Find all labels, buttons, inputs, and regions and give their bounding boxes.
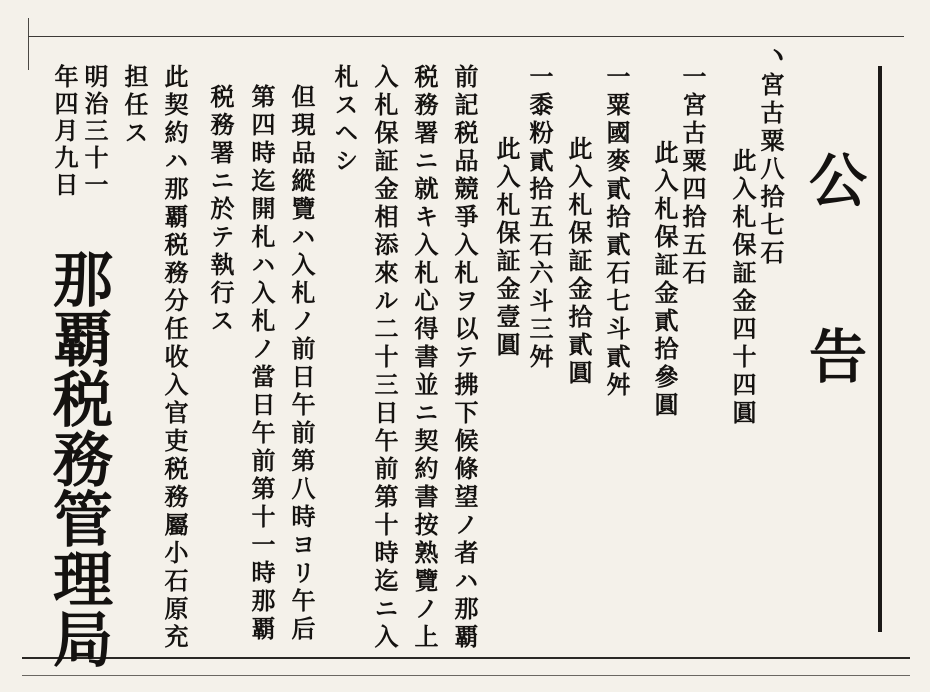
top-border-line xyxy=(28,36,904,37)
notice-line: 一粟國麥貳拾貳石七斗貳舛 xyxy=(602,64,631,400)
notice-line: 此入札保証金貳拾參圓 xyxy=(650,140,679,420)
date-line: 明治三十一 xyxy=(80,64,109,199)
notice-line: 此入札保証金壹圓 xyxy=(492,136,521,360)
issuer-signature: 那覇税務管理局 xyxy=(43,248,113,668)
notice-line: 一宮古粟四拾五石 xyxy=(678,64,707,288)
notice-line: 前記税品競爭入札ヲ以テ拂下候條望ノ者ハ那覇 xyxy=(450,64,479,652)
bottom-border-line-secondary xyxy=(22,675,910,676)
date-line: 年四月九日 xyxy=(50,64,79,199)
notice-line: 税務署ニ就キ入札心得書並ニ契約書按熟覽ノ上 xyxy=(410,64,439,652)
item-mark: ヽ xyxy=(760,40,793,68)
right-border-line xyxy=(878,66,882,632)
notice-line: 宮古粟八拾七石 xyxy=(756,72,785,268)
notice-line: 此入札保証金四十四圓 xyxy=(728,148,757,428)
notice-line: 税務署ニ於テ執行ス xyxy=(206,84,235,336)
notice-line: 札スヘシ xyxy=(330,64,359,176)
notice-line: 一黍粉貳拾五石六斗三舛 xyxy=(525,64,554,372)
notice-line: 此入札保証金拾貳圓 xyxy=(564,136,593,388)
notice-line: 第四時迄開札ハ入札ノ當日午前第十一時那覇 xyxy=(247,84,276,644)
notice-line: 入札保証金相添來ル二十三日午前第十時迄ニ入 xyxy=(370,64,399,652)
notice-line: 但現品縱覽ハ入札ノ前日午前第八時ヨリ午后 xyxy=(287,84,316,644)
notice-line: 担任ス xyxy=(120,64,149,148)
notice-line: 此契約ハ那覇税務分任收入官吏税務屬小石原充 xyxy=(160,64,189,652)
notice-title: 公告 xyxy=(799,150,867,502)
left-border-line xyxy=(28,18,29,70)
bottom-border-line xyxy=(22,657,910,659)
